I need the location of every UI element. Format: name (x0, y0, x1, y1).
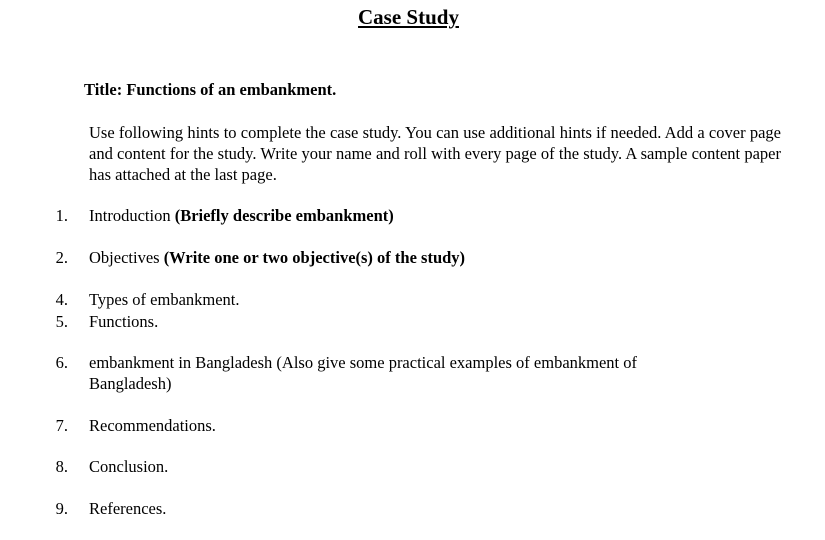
list-item-text: Conclusion. (89, 457, 169, 476)
list-item-number: 8. (55, 457, 68, 476)
list-item-body (89, 289, 729, 310)
list-item-body (89, 456, 729, 477)
list-item-bold-text: (Write one or two objective(s) of the study) (163, 248, 466, 267)
list-item-body (89, 352, 699, 394)
list-item-number: 1. (55, 206, 68, 225)
list-item-bold-text: (Briefly describe embankment) (174, 206, 394, 225)
list-item-text: References. (89, 499, 167, 518)
document-heading: Case Study (358, 5, 459, 29)
list-item-text: Recommendations. (89, 416, 216, 435)
list-item-text: Introduction (89, 206, 175, 225)
case-study-title: Title: Functions of an embankment. (84, 80, 337, 99)
list-item-body (89, 415, 729, 436)
list-item-body (89, 498, 729, 519)
list-item-number: 4. (55, 290, 68, 309)
list-item-number: 7. (55, 416, 68, 435)
instructions-paragraph: Use following hints to complete the case study. You can use additional hints if needed. Add a cover page and content for the study. Write your name and roll with every page of the study. A sample content paper has attached at the last page. (89, 123, 781, 184)
list-item-text: Objectives (89, 248, 164, 267)
list-item-number: 5. (55, 312, 68, 331)
list-item-text: embankment in Bangladesh (Also give some practical examples of embankment of Bangladesh) (89, 353, 638, 393)
list-item-body (89, 205, 729, 226)
list-item-body (89, 247, 729, 268)
list-item-number: 9. (55, 499, 68, 518)
list-item-body (89, 311, 729, 332)
list-item-text: Types of embankment. (89, 290, 240, 309)
list-item-number: 2. (55, 248, 68, 267)
list-item-number: 6. (55, 353, 68, 372)
list-item-text: Functions. (89, 312, 159, 331)
